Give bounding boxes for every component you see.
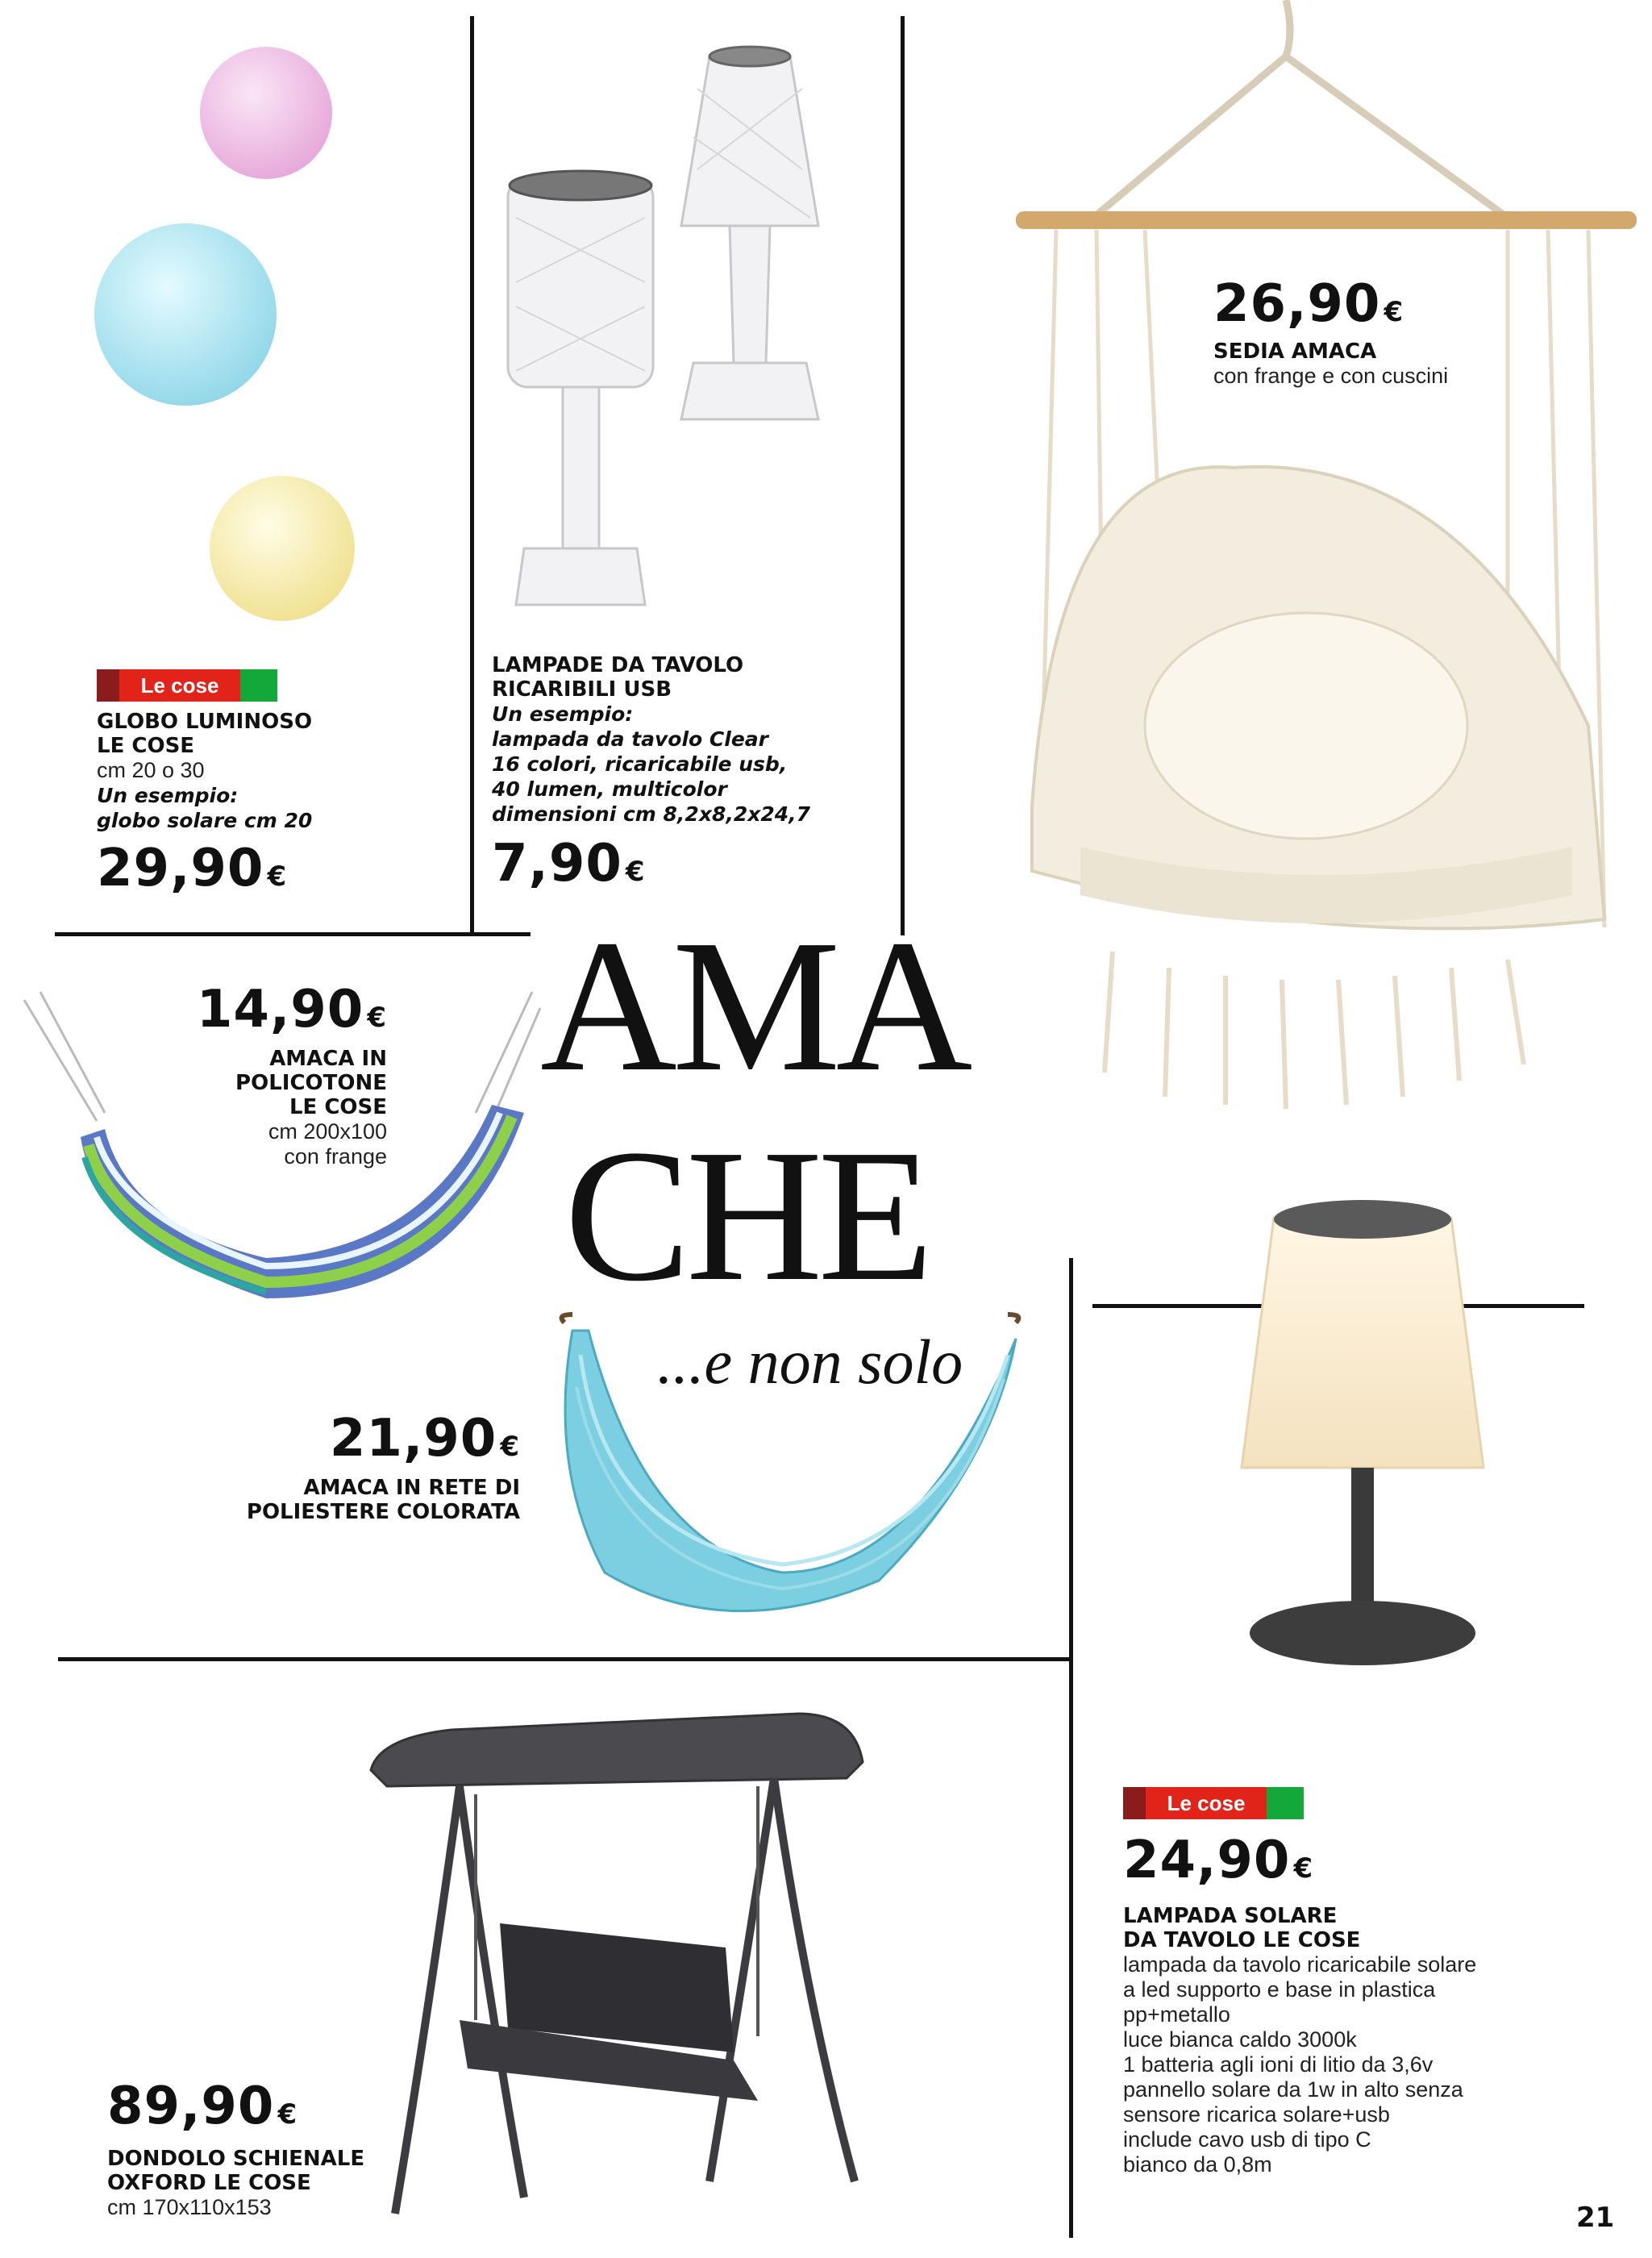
headline-line1: AMA <box>540 901 968 1110</box>
dondolo-size: cm 170x110x153 <box>107 2195 272 2219</box>
solare-title-1: LAMPADA SOLARE <box>1123 1904 1338 1928</box>
globo-info <box>97 710 313 898</box>
sedia-title: SEDIA AMACA <box>1213 340 1377 364</box>
solare-desc-3: pp+metallo <box>1123 2002 1230 2027</box>
solare-desc-4: luce bianca caldo 3000k <box>1123 2027 1357 2052</box>
solare-desc-6: pannello solare da 1w in alto senza <box>1123 2077 1463 2102</box>
pink-globe <box>200 47 332 179</box>
rete-title-1: AMACA IN RETE DI <box>303 1476 520 1500</box>
solare-desc-9: bianco da 0,8m <box>1123 2152 1272 2177</box>
brand-badge-label: Le cose <box>1146 1787 1267 1819</box>
globo-size: cm 20 o 30 <box>97 758 205 782</box>
rete-price: 21,90 € <box>329 1409 520 1469</box>
lampade-price: 7,90 € <box>492 834 646 894</box>
solare-desc-8: include cavo usb di tipo C <box>1123 2127 1371 2152</box>
dondolo-price: 89,90 € <box>107 2077 298 2136</box>
solare-price: 24,90 € <box>1123 1831 1314 1890</box>
lampade-example-1: Un esempio: <box>492 702 634 726</box>
brand-badge-globo <box>97 669 277 702</box>
sedia-price: 26,90 € <box>1213 274 1404 334</box>
lampade-title-2: RICARIBILI USB <box>492 677 672 702</box>
policotone-desc-1: cm 200x100 <box>268 1119 387 1144</box>
brand-badge-solare <box>1123 1787 1304 1819</box>
lampade-example-4: 40 lumen, multicolor <box>492 777 727 801</box>
divider-vertical-3 <box>1069 1258 1073 2238</box>
rete-title-2: POLIESTERE COLORATA <box>246 1500 520 1524</box>
globo-example-1: Un esempio: <box>97 784 239 807</box>
globo-price: 29,90 € <box>97 839 288 898</box>
divider-horizontal-1 <box>55 932 531 936</box>
yellow-globe <box>210 476 355 621</box>
solar-lamp-image <box>1217 1194 1508 1669</box>
blue-globe <box>94 223 277 406</box>
crystal-lamps-image <box>500 40 855 621</box>
headline-line2: CHE <box>564 1110 929 1320</box>
solare-desc-5: 1 batteria agli ioni di litio da 3,6v <box>1123 2052 1434 2077</box>
lampade-title-1: LAMPADE DA TAVOLO <box>492 653 744 677</box>
page-number: 21 <box>1576 2202 1615 2234</box>
sedia-info <box>1213 274 1449 389</box>
solare-title-2: DA TAVOLO LE COSE <box>1123 1928 1361 1952</box>
dondolo-title-2: OXFORD LE COSE <box>107 2171 311 2195</box>
lampade-example-3: 16 colori, ricaricabile usb, <box>492 752 788 776</box>
divider-vertical-1 <box>470 16 474 935</box>
sedia-desc: con frange e con cuscini <box>1213 364 1449 388</box>
solare-desc-7: sensore ricarica solare+usb <box>1123 2102 1390 2127</box>
policotone-info <box>161 980 387 1169</box>
policotone-title-1: AMACA IN <box>269 1047 387 1071</box>
solare-info <box>1123 1831 1477 2177</box>
solare-desc-2: a led supporto e base in plastica <box>1123 1977 1436 2002</box>
globe-lamps-image <box>81 32 371 645</box>
policotone-title-2: POLICOTONE <box>235 1071 387 1095</box>
rete-info <box>193 1409 520 1524</box>
dondolo-info <box>107 2077 365 2220</box>
divider-vertical-2 <box>901 16 905 935</box>
policotone-title-3: LE COSE <box>289 1095 387 1119</box>
dondolo-title-1: DONDOLO SCHIENALE <box>107 2147 365 2171</box>
lampade-info <box>492 653 811 894</box>
solare-desc-1: lampada da tavolo ricaricabile solare <box>1123 1952 1477 1977</box>
policotone-price: 14,90 € <box>196 980 387 1039</box>
swing-bench-image <box>355 1698 879 2230</box>
policotone-desc-2: con frange <box>284 1144 387 1169</box>
brand-badge-label: Le cose <box>119 669 240 702</box>
lampade-example-2: lampada da tavolo Clear <box>492 727 769 751</box>
globo-title-1: GLOBO LUMINOSO <box>97 710 313 734</box>
lampade-example-5: dimensioni cm 8,2x8,2x24,7 <box>492 802 811 826</box>
hanging-chair-image <box>1008 0 1645 1113</box>
globo-title-2: LE COSE <box>97 734 195 758</box>
globo-example-2: globo solare cm 20 <box>97 809 313 832</box>
headline-subtitle: ...e non solo <box>657 1327 963 1397</box>
divider-horizontal-3 <box>58 1657 1070 1661</box>
